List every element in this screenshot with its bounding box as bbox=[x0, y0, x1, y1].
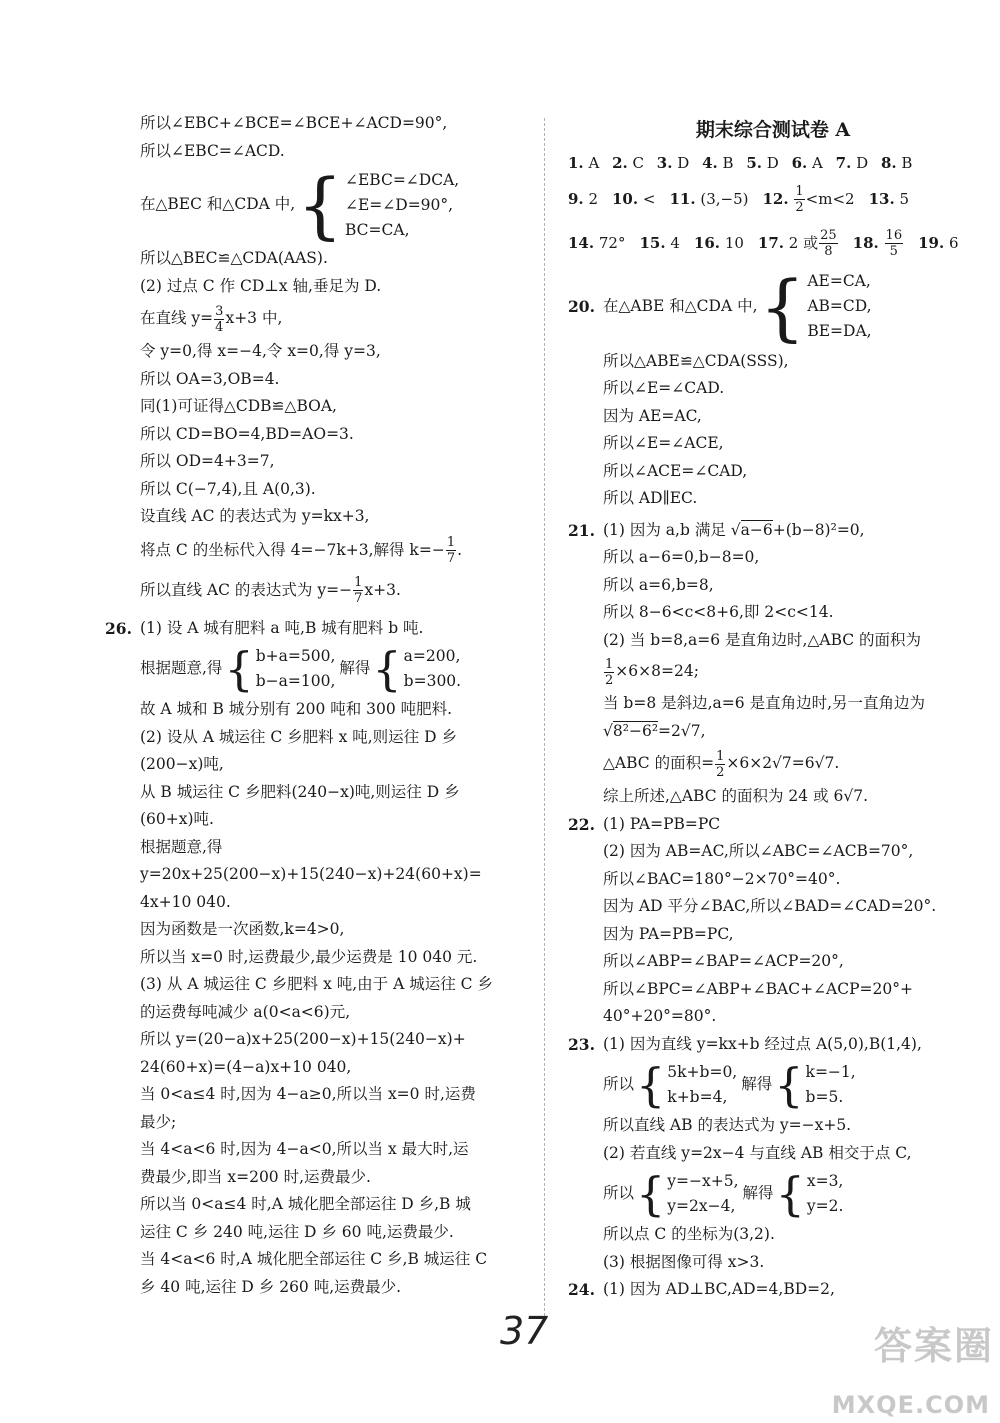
text: 所以直线 AC 的表达式为 y=− bbox=[140, 580, 353, 599]
text: 在△ABE 和△CDA 中, bbox=[603, 296, 758, 315]
text-line: (2) 设从 A 城运往 C 乡肥料 x 吨,则运往 D 乡 bbox=[140, 727, 457, 746]
text-line: 设直线 AC 的表达式为 y=kx+3, bbox=[140, 507, 370, 525]
equation-system-line bbox=[568, 1167, 978, 1221]
text-line: 所以∠E=∠ACE, bbox=[603, 434, 724, 452]
text-line: (3) 根据图像可得 x>3. bbox=[603, 1252, 765, 1271]
text: 将点 C 的坐标代入得 4=−7k+3,解得 k=− bbox=[140, 540, 445, 559]
condition: ∠E=∠D=90°, bbox=[344, 195, 454, 214]
text: 解得 bbox=[339, 659, 371, 678]
text-line: (2) 当 b=8,a=6 是直角边时,△ABC 的面积为 bbox=[603, 630, 922, 649]
equation: k=−1, bbox=[805, 1063, 856, 1081]
text-line: 40°+20°=80°. bbox=[603, 1007, 717, 1025]
question-23 bbox=[568, 1031, 978, 1059]
fraction: $\frac{3}{4}$ bbox=[215, 303, 224, 335]
text-line: (2) 若直线 y=2x−4 与直线 AB 相交于点 C, bbox=[603, 1143, 912, 1162]
brace: { bbox=[297, 163, 343, 247]
equation: x=3, bbox=[806, 1172, 844, 1190]
text-line: (60+x)吨. bbox=[140, 810, 214, 828]
equation: b=5. bbox=[805, 1088, 844, 1106]
text-line: 因为 AE=AC, bbox=[603, 406, 702, 425]
condition-system bbox=[758, 264, 872, 349]
text: x+3 中, bbox=[225, 309, 283, 328]
text-line: 所以 OD=4+3=7, bbox=[140, 452, 275, 470]
text-line: 运往 C 乡 240 吨,运往 D 乡 60 吨,运费最少. bbox=[140, 1222, 454, 1241]
text-line: (2) 因为 AB=AC,所以∠ABC=∠ACB=70°, bbox=[603, 842, 914, 860]
fraction: $\frac{1}{2}$ bbox=[605, 656, 614, 688]
equation: b−a=100, bbox=[255, 672, 336, 690]
equation: y=−x+5, bbox=[667, 1172, 739, 1190]
brace: { bbox=[775, 1167, 805, 1221]
text: (1) PA=PB=PC bbox=[603, 814, 721, 833]
text-line: 所以∠EBC=∠ACD. bbox=[140, 141, 285, 160]
text-line: 令 y=0,得 x=−4,令 x=0,得 y=3, bbox=[140, 342, 381, 360]
congruence-setup bbox=[105, 165, 523, 245]
condition: BE=DA, bbox=[807, 322, 872, 340]
text-line: 所以∠EBC+∠BCE=∠BCE+∠ACD=90°, bbox=[140, 114, 448, 132]
handwritten-page-number: 37 bbox=[500, 1309, 549, 1353]
sqrt: √8²−6² bbox=[603, 721, 659, 740]
text-line: 所以∠BAC=180°−2×70°=40°. bbox=[603, 869, 841, 888]
fraction: $\frac{16}{5}$ bbox=[885, 228, 903, 259]
equation: b+a=500, bbox=[255, 647, 336, 665]
text-line: 所以 OA=3,OB=4. bbox=[140, 369, 280, 388]
equation-system bbox=[774, 1169, 844, 1219]
text: =2√7, bbox=[658, 721, 706, 740]
text: (1) 设 A 城有肥料 a 吨,B 城有肥料 b 吨. bbox=[140, 618, 424, 637]
brace: { bbox=[636, 1058, 666, 1112]
watermark-text: 答案圈 bbox=[873, 1324, 994, 1368]
text: ×6×8=24; bbox=[615, 662, 699, 681]
brace: { bbox=[224, 642, 254, 696]
text-line: 所以△BEC≌△CDA(AAS). bbox=[140, 249, 328, 267]
condition-system bbox=[295, 163, 460, 247]
brace: { bbox=[759, 264, 806, 349]
text-line: 当 4<a<6 时,因为 4−a<0,所以当 x 最大时,运 bbox=[140, 1140, 469, 1158]
column-divider bbox=[544, 118, 545, 1316]
question-21 bbox=[568, 517, 978, 545]
equation-system-line bbox=[568, 1058, 978, 1112]
text-line: (3) 从 A 城运往 C 乡肥料 x 吨,由于 A 城运往 C 乡 bbox=[140, 975, 493, 993]
text-line: 因为函数是一次函数,k=4>0, bbox=[140, 920, 345, 938]
equation: k+b=4, bbox=[667, 1088, 728, 1106]
condition: ∠EBC=∠DCA, bbox=[344, 170, 460, 189]
text-line: 所以 8−6<c<8+6,即 2<c<14. bbox=[603, 603, 834, 621]
text-line: 所以 AD∥EC. bbox=[603, 489, 698, 507]
text: 所以 bbox=[603, 1184, 635, 1203]
text: +(b−8)²=0, bbox=[772, 520, 865, 539]
condition: BC=CA, bbox=[344, 220, 410, 239]
text-line: 根据题意,得 bbox=[140, 837, 223, 856]
question-number: 26. bbox=[105, 618, 132, 638]
fraction: $\frac{1}{7}$ bbox=[446, 535, 456, 566]
text-line: 费最少,即当 x=200 时,运费最少. bbox=[140, 1167, 371, 1186]
text-line bbox=[568, 718, 978, 746]
text-line: (200−x)吨, bbox=[140, 755, 224, 773]
equation-system bbox=[370, 644, 461, 694]
answer-row: 9. 2 10. < 11. (3,−5) 12. $\frac{1}{2}$ <m<2 13. 5 bbox=[568, 184, 910, 215]
text-line bbox=[568, 654, 978, 690]
text: (1) 因为 AD⊥BC,AD=4,BD=2, bbox=[603, 1280, 835, 1298]
question-number: 20. bbox=[568, 296, 595, 316]
text-line: 所以 a=6,b=8, bbox=[603, 575, 714, 594]
text-line: 因为 AD 平分∠BAC,所以∠BAD=∠CAD=20°. bbox=[603, 897, 937, 915]
text-line: 所以点 C 的坐标为(3,2). bbox=[603, 1225, 775, 1243]
equation: y=2. bbox=[806, 1197, 844, 1215]
fraction: $\frac{1}{2}$ bbox=[795, 184, 804, 215]
text-line: 乡 40 吨,运往 D 乡 260 吨,运费最少. bbox=[140, 1277, 402, 1296]
text-line bbox=[105, 571, 523, 611]
text-line: 最少; bbox=[140, 1112, 177, 1131]
text-line bbox=[568, 745, 978, 783]
text-line: 同(1)可证得△CDB≌△BOA, bbox=[140, 397, 337, 415]
equation: a=200, bbox=[403, 647, 461, 665]
question-number: 24. bbox=[568, 1280, 595, 1299]
text-line: (2) 过点 C 作 CD⊥x 轴,垂足为 D. bbox=[140, 276, 382, 295]
question-24 bbox=[568, 1276, 978, 1304]
text: ×6×2√7=6√7. bbox=[726, 754, 840, 773]
text-line: 所以∠BPC=∠ABP+∠BAC+∠ACP=20°+ bbox=[603, 979, 913, 998]
text-line bbox=[105, 300, 523, 338]
text: (1) 因为 a,b 满足 bbox=[603, 520, 731, 539]
question-22 bbox=[568, 811, 978, 839]
question-number: 23. bbox=[568, 1034, 595, 1054]
text-line: 所以直线 AB 的表达式为 y=−x+5. bbox=[603, 1116, 852, 1134]
watermark-logo bbox=[831, 1324, 994, 1419]
answer-row: 1. A 2. C 3. D 4. B 5. D 6. A 7. D 8. B bbox=[568, 154, 913, 172]
text-line: 所以∠E=∠CAD. bbox=[603, 379, 725, 397]
text-line: 所以当 x=0 时,运费最少,最少运费是 10 040 元. bbox=[140, 947, 478, 966]
text: x+3. bbox=[364, 580, 401, 599]
right-column bbox=[568, 110, 978, 1304]
left-column bbox=[105, 110, 523, 1301]
fraction: $\frac{25}{8}$ bbox=[820, 228, 837, 259]
fraction: $\frac{1}{2}$ bbox=[716, 748, 725, 780]
text: 解得 bbox=[741, 1075, 773, 1094]
text-line: 从 B 城运往 C 乡肥料(240−x)吨,则运往 D 乡 bbox=[140, 782, 460, 801]
text-line: 所以 CD=BO=4,BD=AO=3. bbox=[140, 424, 354, 443]
text-line: 所以 y=(20−a)x+25(200−x)+15(240−x)+ bbox=[140, 1030, 466, 1048]
text-line: 因为 PA=PB=PC, bbox=[603, 924, 734, 943]
text-line: 当 4<a<6 时,A 城化肥全部运往 C 乡,B 城运往 C bbox=[140, 1250, 488, 1268]
condition: AB=CD, bbox=[807, 297, 872, 315]
text-line: 所以当 0<a≤4 时,A 城化肥全部运往 D 乡,B 城 bbox=[140, 1195, 471, 1213]
equation-system-line bbox=[105, 642, 523, 696]
brace: { bbox=[774, 1058, 804, 1112]
equation-system bbox=[634, 1060, 737, 1110]
text-line: 综上所述,△ABC 的面积为 24 或 6√7. bbox=[603, 787, 869, 805]
text: 在△BEC 和△CDA 中, bbox=[140, 195, 296, 214]
question-26 bbox=[105, 615, 523, 643]
sqrt: √a−6 bbox=[730, 520, 773, 539]
text-line: 所以∠ACE=∠CAD, bbox=[603, 461, 748, 480]
text-line: 故 A 城和 B 城分别有 200 吨和 300 吨肥料. bbox=[140, 700, 453, 718]
text-line: 的运费每吨减少 a(0<a<6)元, bbox=[140, 1002, 351, 1021]
text-line bbox=[105, 531, 523, 571]
equation: 5k+b=0, bbox=[667, 1063, 738, 1081]
text-line: 24(60+x)=(4−a)x+10 040, bbox=[140, 1057, 352, 1076]
text-line: 所以∠ABP=∠BAP=∠ACP=20°, bbox=[603, 952, 844, 970]
text-line: 所以△ABE≌△CDA(SSS), bbox=[603, 351, 789, 370]
question-number: 22. bbox=[568, 814, 595, 834]
question-20 bbox=[568, 266, 978, 348]
text: 在直线 y= bbox=[140, 309, 214, 328]
brace: { bbox=[372, 642, 402, 696]
text: (1) 因为直线 y=kx+b 经过点 A(5,0),B(1,4), bbox=[603, 1034, 922, 1053]
equation-system bbox=[222, 644, 335, 694]
question-number: 21. bbox=[568, 520, 595, 540]
text: △ABC 的面积= bbox=[603, 754, 715, 773]
equation: y=2x−4, bbox=[667, 1197, 736, 1215]
brace: { bbox=[636, 1167, 666, 1221]
text: . bbox=[457, 540, 463, 559]
fraction: $\frac{1}{7}$ bbox=[354, 575, 363, 606]
section-title: 期末综合测试卷 A bbox=[695, 119, 851, 141]
answer-row: 14. 72° 15. 4 16. 10 17. 2 或 $\frac{25}{8}$ 18. $\frac{16}{5}$ 19. 6 bbox=[568, 228, 959, 259]
watermark-url: MXQE.COM bbox=[831, 1390, 990, 1419]
equation-system bbox=[634, 1169, 739, 1219]
text: 解得 bbox=[742, 1184, 774, 1203]
condition: AE=CA, bbox=[807, 272, 871, 290]
text-line: 当 b=8 是斜边,a=6 是直角边时,另一直角边为 bbox=[603, 694, 925, 712]
text: 所以 bbox=[603, 1075, 635, 1094]
text: 根据题意,得 bbox=[140, 659, 223, 678]
text-line: 所以 C(−7,4),且 A(0,3). bbox=[140, 479, 316, 498]
text-line: 所以 a−6=0,b−8=0, bbox=[603, 548, 760, 566]
text-line: 当 0<a≤4 时,因为 4−a≥0,所以当 x=0 时,运费 bbox=[140, 1085, 476, 1103]
text-line: y=20x+25(200−x)+15(240−x)+24(60+x)= bbox=[140, 865, 482, 883]
text-line: 4x+10 040. bbox=[140, 892, 231, 911]
equation-system bbox=[772, 1060, 855, 1110]
equation: b=300. bbox=[403, 672, 462, 690]
